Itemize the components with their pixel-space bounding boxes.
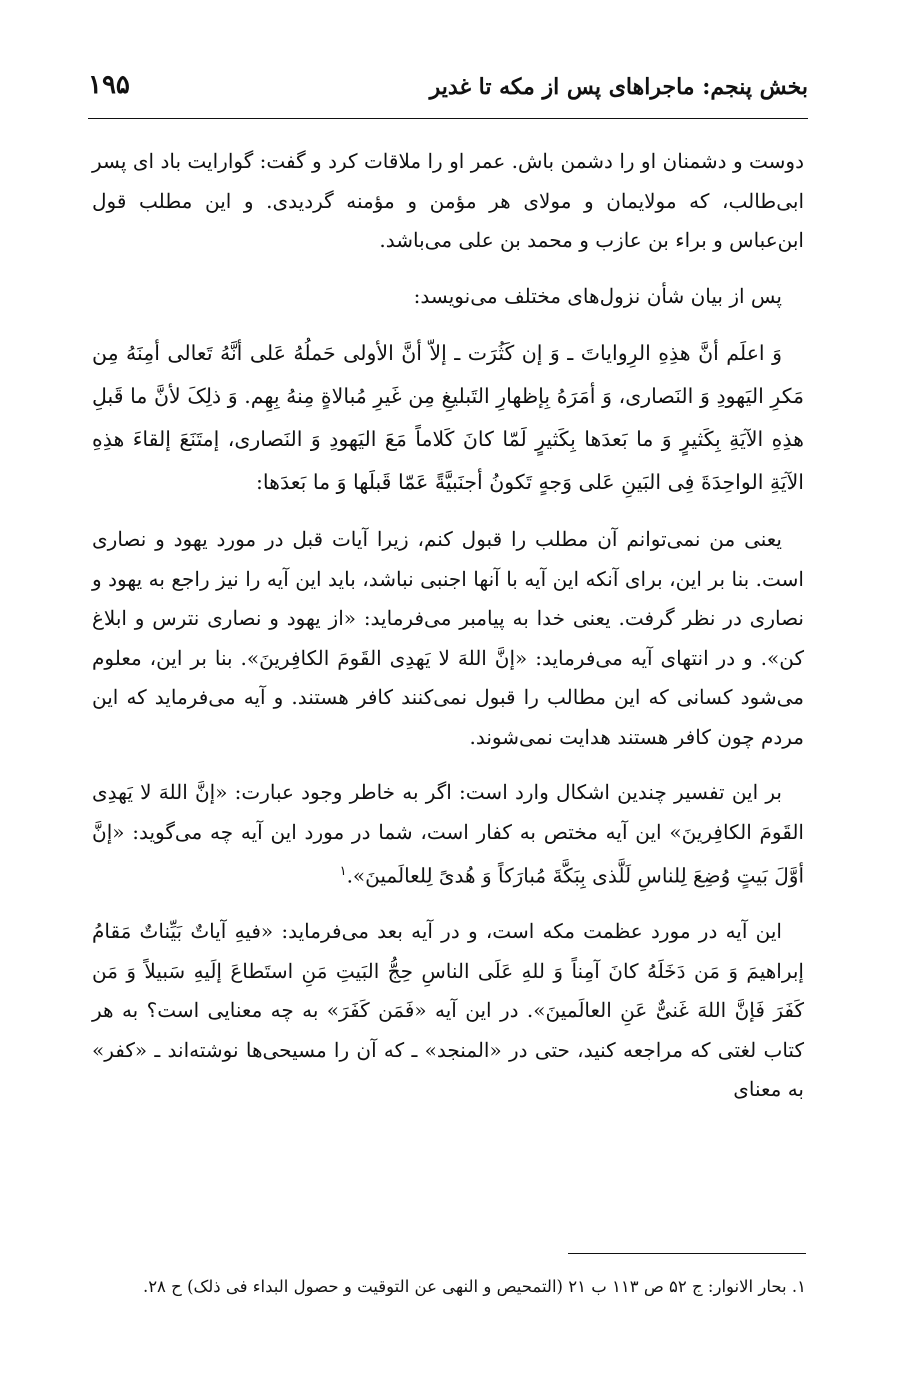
footnote-marker: ۱ [339,864,347,879]
chapter-title: بخش پنجم: ماجراهای پس از مکه تا غدیر [429,74,808,100]
running-header [88,70,808,110]
paragraph-explanation: یعنی من نمی‌توانم آن مطلب را قبول کنم، زیرا آیات قبل در مورد یهود و نصاری است. بنا بر این، برای آنکه این آیه با آنها اجنبی نباشد، باید این آیه را نیز راجع به یهود و نصاری در نظر گرفت. یعنی خدا به پیامبر می‌فرماید: «از یهود و نصاری نترس و ابلاغ کن». و در انتهای آیه می‌فرماید: «إنَّ اللهَ لا یَهدِی القَومَ الکافِرینَ». بنا بر این، معلوم می‌شود کسانی که این مطالب را قبول نمی‌کنند کافر هستند. و آیه می‌فرماید که این مردم چون کافر هستند هدایت نمی‌شوند. [92,527,804,749]
paragraph-kufr: این آیه در مورد عظمت مکه است، و در آیه بعد می‌فرماید: «فیهِ آیاتٌ بَیِّناتٌ مَقامُ إبراهیمَ وَ مَن دَخَلَهُ کانَ آمِناً وَ للهِ عَلَی الناسِ حِجُّ البَیتِ مَنِ استَطاعَ إلَیهِ سَبیلاً وَ مَن کَفَرَ فَإنَّ اللهَ غَنیٌّ عَنِ العالَمینَ». در این آیه «فَمَن کَفَرَ» به چه معنایی است؟ به هر کتاب لغتی که مراجعه کنید، حتی در «المنجد» ـ که آن را مسیحی‌ها نوشته‌اند ـ «کفر» به معنای [92,919,804,1102]
page-number: ۱۹۵ [88,70,130,100]
page-body [92,142,804,1126]
paragraph-objection [92,773,804,896]
arabic-quote: وَ اعلَم أنَّ هذِهِ الرِوایاتَ ـ وَ إن کَثُرَت ـ إلاّ أنَّ الأولی حَملُهُ عَلی أنَّهُ تَعالی أمِنَهُ مِن مَکرِ الیَهودِ وَ النَصاری، وَ أمَرَهُ بِإظهارِ التَبلیغِ مِن غَیرِ مُبالاةٍ مِنهُ بِهِم. وَ ذلِکَ لأنَّ ما قَبلِ هذِهِ الآیَةِ بِکَثیرٍ وَ ما بَعدَها بِکَثیرٍ لَمّا کانَ کَلاماً مَعَ الیَهودِ وَ النَصاری، إمتَنَعَ إلقاءَ هذِهِ الآیَةِ الواحِدَةَ فِی البَینِ عَلی وَجهٍ تَکونُ أجنَبیَّةً عَمّا قَبلَها وَ ما بَعدَها: [92,341,804,494]
paragraph-objection-text: بر این تفسیر چندین اشکال وارد است: اگر به خاطر وجود عبارت: «إنَّ اللهَ لا یَهدِی القَومَ الکافِرینَ» این آیه مختص به کفار است، شما در مورد این آیه چه می‌گوید: «إنَّ أوَّلَ بَیتٍ وُضِعَ لِلناسِ لَلَّذی بِبَکَّةَ مُبارَکاً وَ هُدیً لِلعالَمینَ». [92,780,804,888]
paragraph-intro: پس از بیان شأن نزول‌های مختلف می‌نویسد: [413,283,782,308]
paragraph-continuation: دوست و دشمنان او را دشمن باش. عمر او را ملاقات کرد و گفت: گوارایت باد ای پسر ابی‌طالب، که مولایمان و مولای هر مؤمن و مؤمنه گردیدی. و این مطلب قول ابن‌عباس و براء بن عازب و محمد بن علی می‌باشد. [92,149,805,252]
footnote-divider [568,1253,806,1254]
footnote: ۱. بحار الانوار: ج ۵۲ ص ۱۱۳ ب ۲۱ (التمحیص و النهی عن التوقیت و حصول البداء فی ذلک) ح ۲۸. [142,1277,806,1296]
header-divider [88,118,808,119]
